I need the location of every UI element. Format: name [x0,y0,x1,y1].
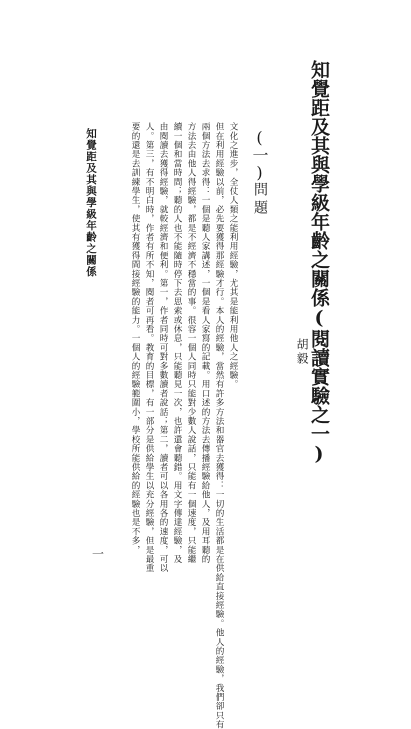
body-column: 續一個和當時間；聽的人也不能隨時停下去思索或休息，只能聽見一次，也許還會聽錯。用文字傳達經驗，及 [172,122,182,564]
body-column: 方法去由他人得經驗，都是不經濟不穩當的事。很容一個人同時只能對少數人說話，只能有一個速度，只能繼 [186,122,196,564]
body-column: 要的還是去訓練學生，使其有獲得間接經驗的能力。一個人的經驗範圍小，學校所能供給的經驗也是不多， [130,122,140,555]
author-name: 胡毅 [295,338,309,366]
page-number: 一 [92,547,105,561]
body-column: 但在利用經驗以前，必先要獲得那經驗才行。本人的經驗，當然有許多方法和器官去獲得：一切的生活都是在供給直接經驗。他人的經驗，我們卻只有 [214,122,224,729]
body-column: 人。第三，有不明白時，作者有所不知，閱者可再看。教育的目標，有一部分是供給學生以充分經驗，但是最重 [144,122,154,573]
article-title: 知覺距及其與學級年齡之關係(閱讀實驗之一) [308,60,330,465]
body-column: 文化之進步，全仗人類之能利用經驗，尤其是能利用他人之經驗。 [228,122,238,389]
section-title: 問題 [252,182,268,218]
section-number: (一) [250,128,269,182]
running-title: 知覺距及其與學級年齡之關係 [85,128,97,278]
body-column: 兩個方法去求得：一個是聽人家講述，一個是看人家寫的記載。用口述的方法去傳播經驗給他人，及用耳聽的 [200,122,210,564]
body-column: 由閱讀去獲得經驗，就較經濟和便利。第一，作者同時可對多數讀者說話；第二，讀者可以各用各的速度，可以 [158,122,168,573]
